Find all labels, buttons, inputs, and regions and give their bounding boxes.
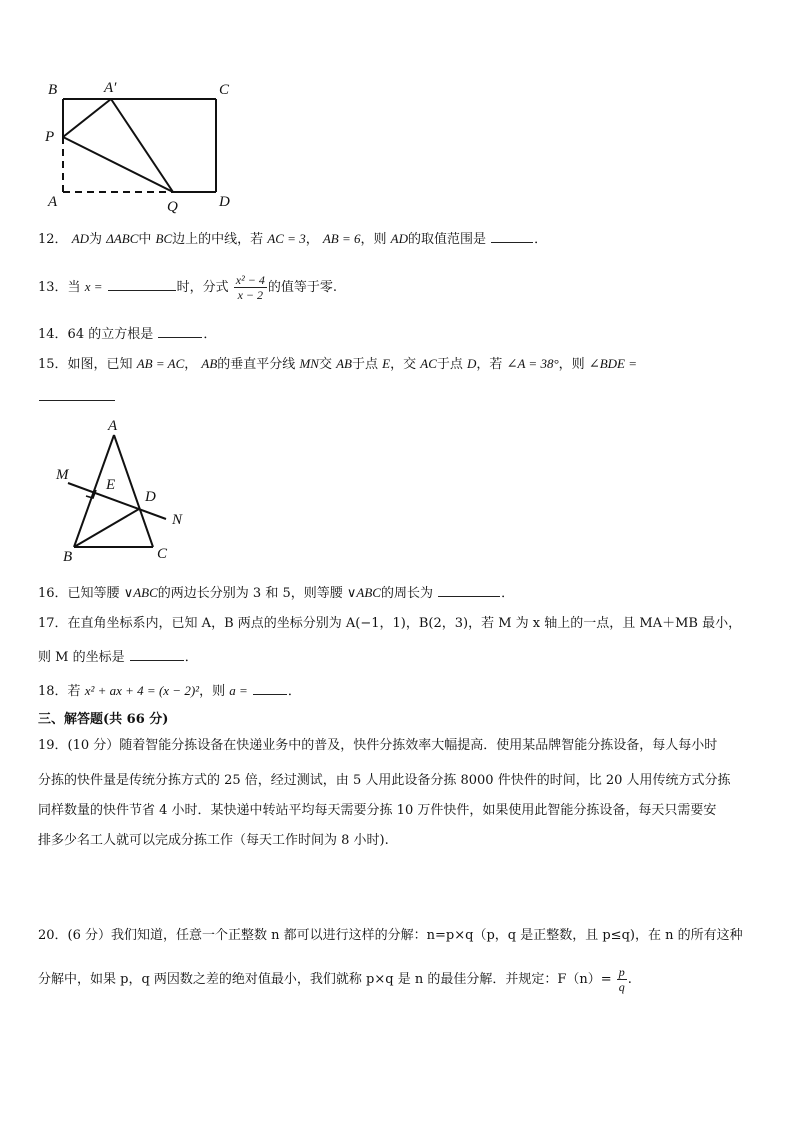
answer-blank-13 bbox=[108, 278, 176, 291]
fraction-20: $\frac{p}{q}$ bbox=[618, 965, 625, 994]
label-P: P bbox=[45, 129, 55, 145]
question-15: 15．如图，已知 AB = AC， AB的垂直平分线 MN交 AB于点 E，交 AC于点 D，若 ∠A = 38°，则 ∠BDE = bbox=[38, 356, 637, 372]
question-20-line-2: 分解中，如果 p，q 两因数之差的绝对值最小，我们就称 p×q 是 n 的最佳分解．并规定：F（n）= $\frac{p}{q}$ . bbox=[38, 965, 632, 994]
figure-triangle-bisector bbox=[50, 415, 200, 575]
question-17-line-1: 17．在直角坐标系内，已知 A，B 两点的坐标分别为 A(−1，1)，B(2，3)，若 M 为 x 轴上的一点，且 MA＋MB 最小， bbox=[38, 616, 742, 631]
answer-blank-16 bbox=[438, 584, 500, 597]
answer-blank-15 bbox=[39, 388, 115, 401]
question-16: 16．已知等腰 ∨ABC的两边长分别为 3 和 5，则等腰 ∨ABC的周长为 ． bbox=[38, 585, 515, 601]
label-Q: Q bbox=[167, 199, 178, 215]
question-20-line-1: 20．(6 分）我们知道，任意一个正整数 n 都可以进行这样的分解：n=p×q（p，q 是正整数，且 p≤q)，在 n 的所有这种 bbox=[38, 928, 743, 943]
question-19-line-4: 排多少名工人就可以完成分拣工作（每天工作时间为 8 小时). bbox=[38, 833, 389, 848]
segment-BD bbox=[74, 509, 139, 547]
label-D: D bbox=[219, 194, 230, 210]
label-E: E bbox=[106, 477, 116, 493]
label-M: M bbox=[56, 467, 69, 483]
label-A-prime: A′ bbox=[104, 80, 117, 96]
segment-A-prime-Q bbox=[111, 99, 173, 192]
label-C: C bbox=[157, 546, 168, 562]
label-N: N bbox=[172, 512, 183, 528]
answer-blank-18 bbox=[253, 682, 287, 695]
question-19-line-1: 19．(10 分）随着智能分拣设备在快递业务中的普及，快件分拣效率大幅提高．使用某品牌智能分拣设备，每人每小时 bbox=[38, 738, 718, 753]
section-title: 三、解答题(共 66 分) bbox=[38, 712, 169, 727]
question-18: 18．若 x² + ax + 4 = (x − 2)²，则 a = ． bbox=[38, 683, 301, 699]
label-A: A bbox=[108, 418, 118, 434]
label-A: A bbox=[48, 194, 58, 210]
answer-blank-17 bbox=[130, 648, 184, 661]
figure-rectangle-fold bbox=[40, 80, 280, 210]
label-D: D bbox=[145, 489, 156, 505]
question-17-line-2: 则 M 的坐标是 ． bbox=[38, 650, 198, 665]
question-13: 13．当 x = 时，分式 $\frac{\text{x² − 4}}{x - 2}$ 的值等于零. bbox=[38, 273, 337, 302]
label-C: C bbox=[219, 82, 230, 98]
answer-blank-14 bbox=[158, 325, 202, 338]
segment-PQ bbox=[63, 137, 173, 192]
label-B: B bbox=[63, 549, 73, 565]
question-12: 12． AD为 ΔABC中 BC边上的中线，若 AC = 3， AB = 6，则 AD的取值范围是 ． bbox=[38, 231, 548, 247]
segment-PA-prime bbox=[63, 99, 111, 137]
answer-blank-12 bbox=[491, 230, 533, 243]
question-19-line-3: 同样数量的快件节省 4 小时．某快递中转站平均每天需要分拣 10 万件快件，如果使用此智能分拣设备，每天只需要安 bbox=[38, 803, 717, 818]
label-B: B bbox=[48, 82, 58, 98]
question-19-line-2: 分拣的快件量是传统分拣方式的 25 倍，经过测试，由 5 人用此设备分拣 8000 件快件的时间，比 20 人用传统方式分拣 bbox=[38, 773, 731, 788]
question-14: 14．64 的立方根是 ． bbox=[38, 327, 217, 342]
fraction-13: $\frac{\text{x² − 4}}{x - 2}$ bbox=[235, 273, 265, 302]
